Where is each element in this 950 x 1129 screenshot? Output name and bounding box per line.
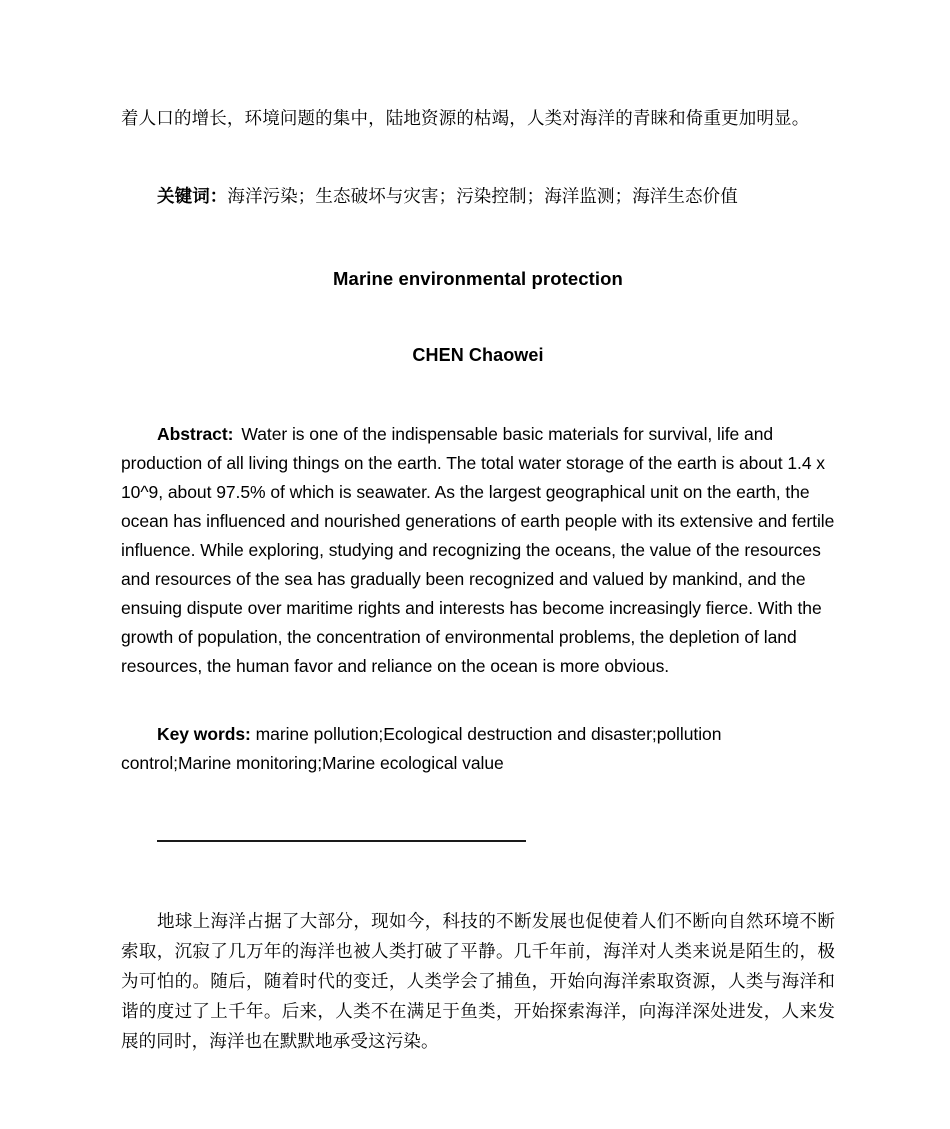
author-name: CHEN Chaowei bbox=[412, 345, 544, 366]
english-abstract bbox=[121, 387, 835, 681]
english-keywords-label: Key words: bbox=[157, 724, 251, 745]
chinese-keywords-value: 海洋污染；生态破坏与灾害；污染控制；海洋监测；海洋生态价值 bbox=[227, 187, 738, 207]
separator-wrapper bbox=[121, 796, 835, 886]
horizontal-rule-divider bbox=[157, 840, 526, 842]
page-title: Marine environmental protection bbox=[333, 267, 623, 289]
chinese-tail-paragraph: 着人口的增长，环境问题的集中，陆地资源的枯竭，人类对海洋的青睐和倚重更加明显。 bbox=[121, 108, 810, 129]
chinese-keywords-label: 关键词： bbox=[157, 187, 228, 207]
abstract-label: Abstract: bbox=[157, 423, 234, 444]
abstract-text: Water is one of the indispensable basic materials for survival, life and production of all living things on the earth. The total water storage of the earth is about 1.4 x 10^9, about 97.5% of which is seawater. As the largest geographical unit on the earth, the ocean has influenced and nourished generations of earth people with its extensive and fertile influence. While exploring, studying and recognizing the oceans, the value of the resources and resources of the sea has gradually been recognized and valued by mankind, and the ensuing dispute over maritime rights and interests has become increasingly fierce. With the growth of population, the concentration of environmental problems, the depletion of land resources, the human favor and reliance on the ocean is more obvious. bbox=[121, 423, 835, 676]
chinese-keywords-line bbox=[121, 151, 835, 212]
english-keywords-value: marine pollution;Ecological destruction and disaster;pollution control;Marine monitoring;Marine ecological value bbox=[121, 724, 722, 774]
page-content-column bbox=[121, 0, 835, 1075]
chinese-body-paragraph: 地球上海洋占据了大部分，现如今，科技的不断发展也促使着人们不断向自然环境不断索取，沉寂了几万年的海洋也被人类打破了平静。几千年前，海洋对人类来说是陌生的，极为可怕的。随后，随着时代的变迁，人类学会了捕鱼，开始向海洋索取资源，人类与海洋和谐的度过了上千年。后来，人类不在满足于鱼类，开始探索海洋，向海洋深处进发，人来发展的同时，海洋也在默默地承受这污染。 bbox=[121, 912, 835, 1053]
english-keywords-line bbox=[121, 698, 835, 778]
